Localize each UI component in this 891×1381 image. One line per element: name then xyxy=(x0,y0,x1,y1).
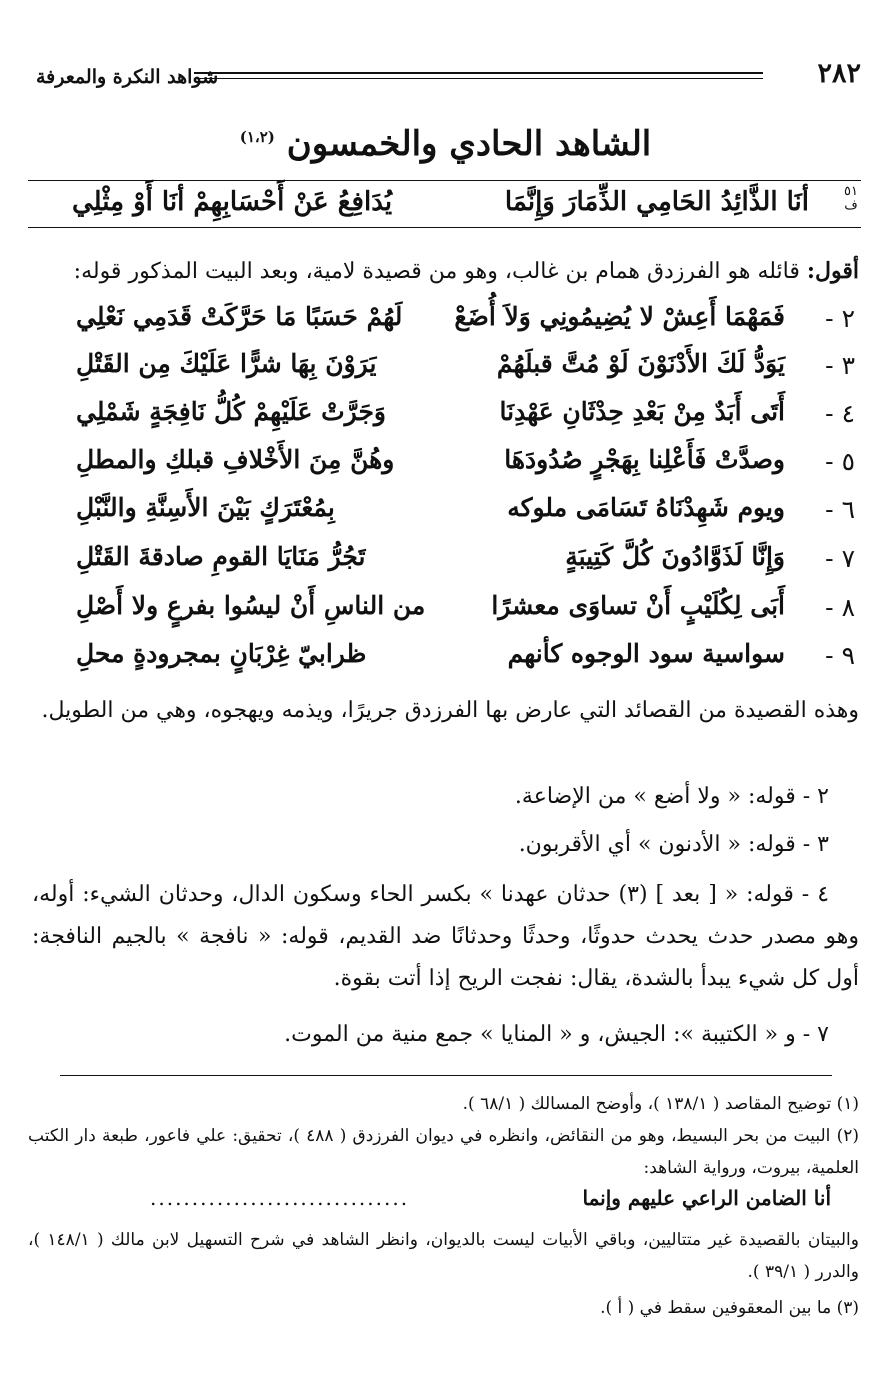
footnote-verse: أنا الضامن الراعي عليهم وإنما xyxy=(582,1186,831,1210)
poem-first-hemistich: ويوم شَهِدْنَاهُ تَسَامَى ملوكه xyxy=(507,493,785,522)
footnote-1: (١) توضيح المقاصد ( ١٣٨/١ )، وأوضح المسالك ( ٦٨/١ ). xyxy=(462,1094,859,1114)
verse-marker-letter: ف xyxy=(844,198,858,213)
note-2: ٢ - قوله: « ولا أضع » من الإضاعة. xyxy=(514,784,829,809)
poem-line-number: ٨ - xyxy=(825,593,855,622)
poem-second-hemistich: من الناسِ أَنْ ليسُوا بفرعٍ ولا أَصْلِ xyxy=(76,591,426,620)
poem-line xyxy=(32,443,855,487)
poem-second-hemistich: يَرَوْنَ بِهَا شرًّا عَلَيْكَ مِن القَتْلِ xyxy=(76,349,377,378)
main-verse-box xyxy=(28,180,861,228)
poem-line xyxy=(32,540,855,584)
poem-first-hemistich: وَإِنَّا لَذَوَّادُونَ كُلَّ كَتِيبَةٍ xyxy=(565,542,785,571)
poem-second-hemistich: لَهُمْ حَسَبًا مَا حَرَّكَتْ قَدَمِي نَعْلِي xyxy=(76,302,403,331)
poem-second-hemistich: وهُنَّ مِنَ الأَخْلافِ قبلكِ والمطلِ xyxy=(76,445,395,474)
poem-first-hemistich: أَتَى أَبَدٌ مِنْ بَعْدِ حِدْثَانِ عَهْدِنَا xyxy=(499,397,785,426)
poem-second-hemistich: تَجُرُّ مَنَايَا القومِ صادقةَ القَتْلِ xyxy=(76,542,366,571)
header-rule xyxy=(194,72,763,79)
poem-second-hemistich: وَجَرَّتْ عَلَيْهِمْ كُلُّ نَافِجَةٍ شَمْلِي xyxy=(76,397,386,426)
running-title: شواهد النكرة والمعرفة xyxy=(36,66,219,88)
poem-line-number: ٦ - xyxy=(825,495,855,524)
poem-second-hemistich: بِمُعْتَرَكٍ بَيْنَ الأَسِنَّةِ والنَّبْلِ xyxy=(76,493,335,522)
poem-line xyxy=(32,589,855,633)
footnote-2-continued: والبيتان بالقصيدة غير متتاليين، وباقي الأبيات ليست بالديوان، وانظر الشاهد في شرح التسهيل لابن مالك ( ١٤٨/١ )، والدرر ( ٣٩/١ ). xyxy=(28,1230,859,1282)
chapter-title xyxy=(0,124,891,164)
poem-line xyxy=(32,300,855,344)
poem-line xyxy=(32,347,855,391)
verse-number-marker xyxy=(841,185,861,213)
note-4: ٤ - قوله: « [ بعد ] (٣) حدثان عهدنا » بكسر الحاء وسكون الدال، وحدثان الشيء: أوله، وهو مصدر حدث يحدث حدوثًا، وحدثًا وحدثانًا ضد القديم، قوله: « نافجة » بالجيم النافجة: أول كل شيء يبدأ بالشدة، يقال: نفجت الريح إذا أتت بقوة. xyxy=(32,882,859,991)
chapter-title-ref: (١،٢) xyxy=(239,128,275,146)
note-7: ٧ - و « الكتيبة »: الجيش، و « المنايا » جمع منية من الموت. xyxy=(284,1022,829,1047)
poem-line xyxy=(32,491,855,535)
footnote-3: (٣) ما بين المعقوفين سقط في ( أ ). xyxy=(600,1298,859,1318)
poem-line-number: ٢ - xyxy=(825,304,855,333)
page-number: ٢٨٢ xyxy=(817,58,861,89)
note-3: ٣ - قوله: « الأدنون » أي الأقربون. xyxy=(518,832,829,857)
poem-second-hemistich: ظرابيّ غِرْبَانٍ بمجرودةٍ محلِ xyxy=(76,639,367,668)
poem-first-hemistich: أَبَى لِكُلَيْبٍ أَنْ تساوَى معشرًا xyxy=(491,591,785,620)
footnote-verse-dots: ............................... xyxy=(150,1186,410,1210)
poem-line-number: ٥ - xyxy=(825,447,855,476)
chapter-title-text: الشاهد الحادي والخمسون xyxy=(286,124,652,164)
footnote-2: (٢) البيت من بحر البسيط، وهو من النقائض، وانظره في ديوان الفرزدق ( ٤٨٨ )، تحقيق: علي فاعور، طبعة دار الكتب العلمية، بيروت، ورواية الشاهد: xyxy=(28,1126,859,1178)
poem-first-hemistich: وصدَّتْ فَأَعْلِنا بِهَجْرٍ صُدُودَهَا xyxy=(504,445,785,474)
main-verse-second-hemistich: يُدَافِعُ عَنْ أَحْسَابِهِمْ أنَا أَوْ مِثْلِي xyxy=(72,187,393,217)
poem-line-number: ٧ - xyxy=(825,544,855,573)
footnote-rule xyxy=(60,1075,832,1076)
commentary-paragraph: وهذه القصيدة من القصائد التي عارض بها الفرزدق جريرًا، ويذمه ويهجوه، وهي من الطويل. xyxy=(41,698,859,723)
poem-line-number: ٩ - xyxy=(825,641,855,670)
poem-line xyxy=(32,637,855,681)
running-header xyxy=(36,58,861,94)
poem-first-hemistich: يَوَدُّ لَكَ الأَدْنَوْنَ لَوْ مُتَّ قبلَهُمْ xyxy=(496,349,785,378)
poem-first-hemistich: سواسية سود الوجوه كأنهم xyxy=(507,639,785,668)
poem-line xyxy=(32,395,855,439)
verse-number: ٥١ xyxy=(844,184,858,199)
poem-line-number: ٣ - xyxy=(825,351,855,380)
intro-text: قائله هو الفرزدق همام بن غالب، وهو من قصيدة لامية، وبعد البيت المذكور قوله: xyxy=(73,259,807,284)
poem-line-number: ٤ - xyxy=(825,399,855,428)
intro-label: أقول: xyxy=(806,258,859,284)
intro-paragraph xyxy=(32,250,859,293)
poem-first-hemistich: فَمَهْمَا أَعِشْ لا يُضِيمُونِي وَلاَ أُضَعْ xyxy=(454,302,785,331)
main-verse-first-hemistich: أنَا الذَّائِدُ الحَامِي الذِّمَارَ وَإِنَّمَا xyxy=(504,187,809,217)
